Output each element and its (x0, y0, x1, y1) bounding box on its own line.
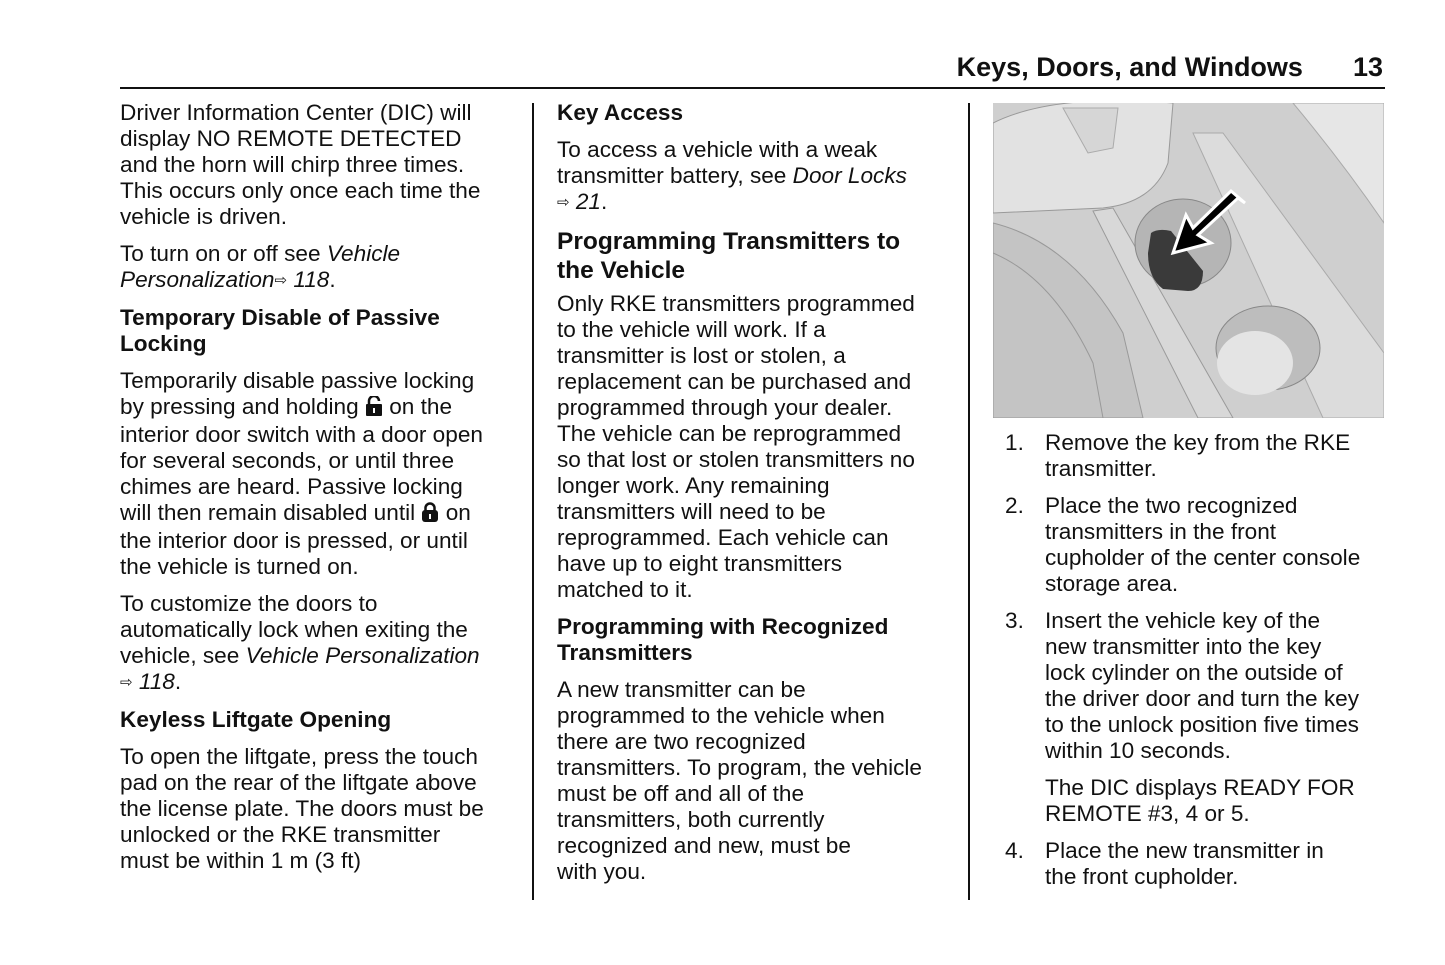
text-line: the front cupholder. (1045, 864, 1239, 889)
text-line: to the unlock position five times (1045, 712, 1359, 737)
paragraph (120, 744, 520, 874)
paragraph (557, 677, 957, 885)
text-line: the driver door and turn the key (1045, 686, 1359, 711)
text-line: Only RKE transmitters programmed (557, 291, 915, 316)
text-line: reprogrammed. Each vehicle can (557, 525, 889, 550)
step-number: 3. (1005, 608, 1024, 633)
step-item (1005, 493, 1395, 597)
step-number: 2. (1005, 493, 1024, 518)
text-line: display NO REMOTE DETECTED (120, 126, 462, 151)
text-line: pad on the rear of the liftgate above (120, 770, 477, 795)
text-line: ⇨ 118. (120, 669, 182, 694)
text-line: storage area. (1045, 571, 1179, 596)
text-line: longer work. Any remaining (557, 473, 830, 498)
text-line: To customize the doors to (120, 591, 378, 616)
text-line: To access a vehicle with a weak (557, 137, 878, 162)
text-line: REMOTE #3, 4 or 5. (1045, 801, 1250, 826)
text-line: Programming Transmitters to (557, 228, 901, 255)
text-line: and the horn will chirp three times. (120, 152, 465, 177)
text-line: with you. (557, 859, 647, 884)
text-line: so that lost or stolen transmitters no (557, 447, 915, 472)
text-line: Temporarily disable passive locking (120, 368, 475, 393)
page-reference-arrow-icon: ⇨ (120, 674, 133, 691)
column-divider (532, 103, 534, 900)
text-line: Place the two recognized (1045, 493, 1298, 518)
text-line: within 10 seconds. (1045, 738, 1231, 763)
text-line: by pressing and holding on the (120, 394, 520, 422)
text-line: will then remain disabled until on (120, 500, 520, 528)
text-line: Insert the vehicle key of the (1045, 608, 1321, 633)
cross-reference-text[interactable]: Vehicle Personalization (245, 643, 480, 668)
text-line: transmitter. (1045, 456, 1157, 481)
text-line: the Vehicle (557, 257, 686, 284)
cupholder-illustration (993, 103, 1384, 418)
paragraph (120, 591, 520, 696)
cross-reference-text[interactable]: Door Locks (792, 163, 907, 188)
text-line: lock cylinder on the outside of (1045, 660, 1343, 685)
text-line: Transmitters (557, 640, 693, 665)
text-line: To open the liftgate, press the touch (120, 744, 478, 769)
text-line: must be off and all of the (557, 781, 805, 806)
text-line: automatically lock when exiting the (120, 617, 468, 642)
text-line: transmitters will need to be (557, 499, 826, 524)
column-right-steps (1005, 430, 1395, 901)
text-line: the license plate. The doors must be (120, 796, 484, 821)
cross-reference-text[interactable]: Vehicle (326, 241, 401, 266)
text-line: transmitters. To program, the vehicle (557, 755, 922, 780)
text-line: the vehicle is turned on. (120, 554, 359, 579)
text-line: to the vehicle will work. If a (557, 317, 826, 342)
text-line: Place the new transmitter in (1045, 838, 1324, 863)
text-line: Keyless Liftgate Opening (120, 707, 392, 732)
text-line: Remove the key from the RKE (1045, 430, 1351, 455)
step-item (1005, 608, 1395, 764)
text-line: recognized and new, must be (557, 833, 851, 858)
section-heading (120, 305, 520, 357)
text-line: matched to it. (557, 577, 693, 602)
column-left (120, 100, 520, 885)
text-line: cupholder of the center console (1045, 545, 1361, 570)
cross-reference-text[interactable]: 118 (287, 267, 330, 292)
text-line: The vehicle can be reprogrammed (557, 421, 902, 446)
section-title: Keys, Doors, and Windows (956, 52, 1303, 82)
cross-reference-text[interactable]: 118 (132, 669, 175, 694)
paragraph (120, 368, 520, 580)
step-item (1005, 838, 1395, 890)
text-line: the interior door is pressed, or until (120, 528, 468, 553)
cross-reference-text[interactable]: 21 (569, 189, 601, 214)
text-line: replacement can be purchased and (557, 369, 912, 394)
step-note (1005, 775, 1395, 827)
major-heading (557, 227, 957, 285)
text-line: interior door switch with a door open (120, 422, 483, 447)
cross-reference-text[interactable]: Personalization (120, 267, 275, 292)
text-line: programmed to the vehicle when (557, 703, 885, 728)
page-reference-arrow-icon: ⇨ (557, 194, 570, 211)
paragraph (120, 241, 520, 294)
text-line: Programming with Recognized (557, 614, 889, 639)
text-line: programmed through your dealer. (557, 395, 893, 420)
text-line: must be within 1 m (3 ft) (120, 848, 362, 873)
text-line: Driver Information Center (DIC) will (120, 100, 472, 125)
header-rule (120, 87, 1385, 89)
text-line: vehicle is driven. (120, 204, 288, 229)
text-line: unlocked or the RKE transmitter (120, 822, 441, 847)
running-header (957, 52, 1383, 83)
text-line: transmitters in the front (1045, 519, 1277, 544)
text-line: transmitter battery, see Door Locks (557, 163, 907, 188)
unlock-icon (365, 396, 383, 422)
text-line: for several seconds, or until three (120, 448, 455, 473)
text-line: To turn on or off see Vehicle (120, 241, 401, 266)
text-line: Temporary Disable of Passive (120, 305, 440, 330)
text-line: Personalization⇨ 118. (120, 267, 336, 292)
text-line: This occurs only once each time the (120, 178, 481, 203)
step-number: 4. (1005, 838, 1024, 863)
text-line: there are two recognized (557, 729, 806, 754)
text-line: vehicle, see Vehicle Personalization (120, 643, 480, 668)
text-line: transmitter is lost or stolen, a (557, 343, 846, 368)
step-item (1005, 430, 1395, 482)
step-number: 1. (1005, 430, 1024, 455)
paragraph (557, 291, 957, 603)
text-line: A new transmitter can be (557, 677, 806, 702)
text-line: Key Access (557, 100, 684, 125)
paragraph (557, 137, 957, 216)
column-divider (968, 103, 970, 900)
text-line: Locking (120, 331, 207, 356)
lock-icon (421, 502, 439, 528)
text-line: have up to eight transmitters (557, 551, 843, 576)
page-reference-arrow-icon: ⇨ (274, 272, 288, 289)
text-line: ⇨ 21. (557, 189, 608, 214)
text-line: transmitters, both currently (557, 807, 825, 832)
text-line: chimes are heard. Passive locking (120, 474, 463, 499)
text-line: The DIC displays READY FOR (1045, 775, 1355, 800)
section-heading (557, 614, 957, 666)
column-middle (557, 100, 957, 896)
paragraph (120, 100, 520, 230)
text-line: new transmitter into the key (1045, 634, 1322, 659)
page-number: 13 (1352, 52, 1383, 82)
section-heading (120, 707, 520, 733)
section-heading (557, 100, 957, 126)
